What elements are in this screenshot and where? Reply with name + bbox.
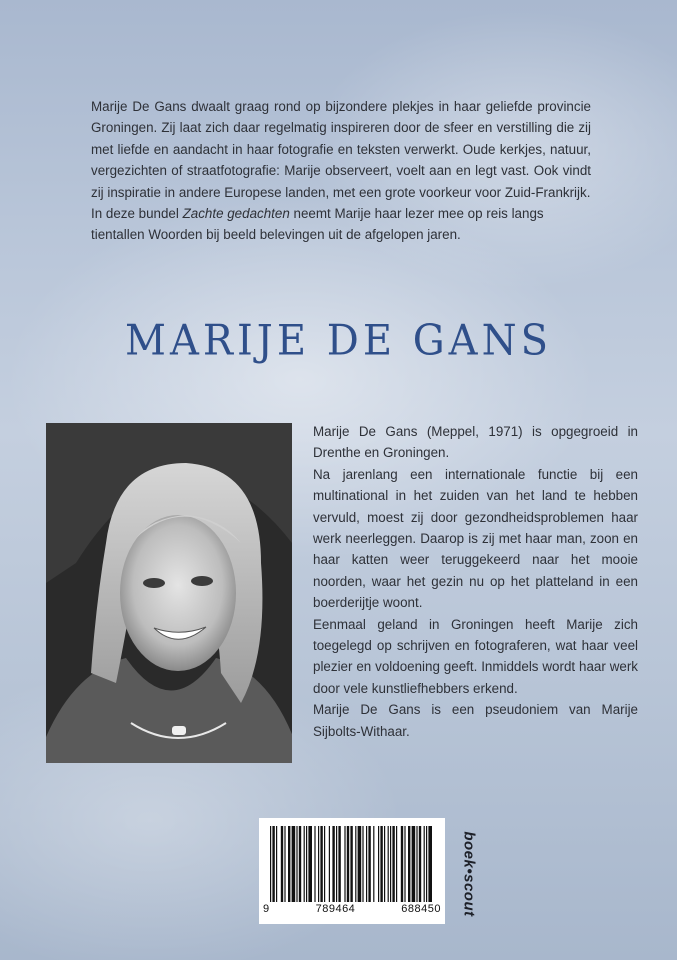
barcode-bar: [276, 826, 277, 902]
barcode-bar: [355, 826, 356, 902]
author-name: MARIJE DE GANS: [125, 316, 552, 366]
barcode-bar: [428, 826, 432, 902]
barcode-bar: [284, 826, 285, 902]
barcode-bar: [270, 826, 271, 902]
barcode-bar: [378, 826, 379, 902]
barcode-bar: [306, 826, 307, 902]
author-photo: [46, 423, 292, 763]
publisher-name: boek•scout: [460, 831, 478, 917]
barcode-bar: [412, 826, 416, 902]
barcode-bar: [314, 826, 315, 902]
barcode-bar: [380, 826, 382, 902]
book-title: Zachte gedachten: [182, 206, 290, 222]
bio-paragraph-3: Eenmaal geland in Groningen heeft Marije zich toegelegd op schrijven en fotograferen, wat haar veel plezier en voldoening geeft. Inmiddels wordt haar werk door vele kunstliefhebbers erkend.: [313, 616, 638, 696]
barcode-bar: [362, 826, 363, 902]
barcode-lead-digit: 9: [263, 903, 270, 915]
barcode-bar: [272, 826, 274, 902]
barcode-bar: [384, 826, 385, 902]
barcode-bar: [416, 826, 417, 902]
barcode-bar: [390, 826, 391, 902]
barcode-bar: [324, 826, 325, 902]
barcode-bar: [373, 826, 374, 902]
barcode-bar: [350, 826, 352, 902]
isbn-barcode: [259, 818, 445, 924]
author-bio: [313, 421, 638, 742]
barcode-bar: [388, 826, 389, 902]
barcode-bar: [424, 826, 425, 902]
barcode-bar: [292, 826, 296, 902]
barcode-bar: [419, 826, 421, 902]
barcode-bar: [401, 826, 403, 902]
intro-paragraph-1: Marije De Gans dwaalt graag rond op bijzondere plekjes in haar geliefde provincie Groningen. Zij laat zich daar regelmatig inspireren door de sfeer en verstilling die zij met liefde en aandacht in haar fotografie en teksten verwerkt. Oude kerkjes, natuur, vergezichten of straatfotografie: Marije observeert, voelt aan en legt vast. Ook vindt zij inspiratie in andere Europese landen, met een grote voorkeur voor Zuid-Frankrijk.: [91, 99, 591, 200]
barcode-bar: [308, 826, 312, 902]
publisher-logo: [455, 822, 483, 926]
barcode-bar: [347, 826, 349, 902]
barcode-bar: [404, 826, 405, 902]
barcode-bar: [368, 826, 370, 902]
bio-paragraph-2: Na jarenlang een internationale functie bij een multinational in het zuiden van het land te hebben vervuld, moest zij door gezondheidsproblemen haar werk neerleggen. Daarop is zij met haar man, zoon en haar katten weer teruggekeerd naar het mooie noorden, waar het gezin nu op het platteland in een boerderijtje woont.: [313, 466, 638, 611]
barcode-group-2: 688450: [401, 903, 441, 915]
barcode-bar: [299, 826, 301, 902]
barcode-bar: [320, 826, 322, 902]
barcode-bar: [288, 826, 290, 902]
barcode-bar: [358, 826, 362, 902]
barcode-bar: [366, 826, 367, 902]
barcode-bar: [408, 826, 410, 902]
barcode-bar: [396, 826, 397, 902]
author-portrait: [46, 423, 292, 763]
barcode-bar: [281, 826, 283, 902]
barcode-bar: [332, 826, 334, 902]
barcode-bar: [336, 826, 337, 902]
barcode-group-1: 789464: [315, 903, 356, 915]
barcode-bar: [392, 826, 394, 902]
bio-paragraph-1: Marije De Gans (Meppel, 1971) is opgegroeid in Drenthe en Groningen.: [313, 424, 638, 461]
intro-paragraph-2: [91, 203, 591, 246]
barcode-bar: [329, 826, 330, 902]
intro-paragraph-2-start: In deze bundel: [91, 206, 183, 222]
barcode-bar: [338, 826, 340, 902]
barcode-bar: [296, 826, 297, 902]
barcode-bar: [304, 826, 305, 902]
bio-paragraph-4: Marije De Gans is een pseudoniem van Marije Sijbolts-Withaar.: [313, 702, 638, 739]
intro-paragraph-2-end: neemt Marije haar lezer mee op reis langs tientallen Woorden bij beeld belevingen uit de afgelopen jaren.: [91, 206, 544, 243]
barcode-bar: [344, 826, 345, 902]
barcode-bar: [318, 826, 319, 902]
barcode-bars: [266, 826, 438, 906]
intro-text: [91, 96, 591, 246]
barcode-digits: [263, 903, 441, 915]
barcode-bar: [426, 826, 427, 902]
